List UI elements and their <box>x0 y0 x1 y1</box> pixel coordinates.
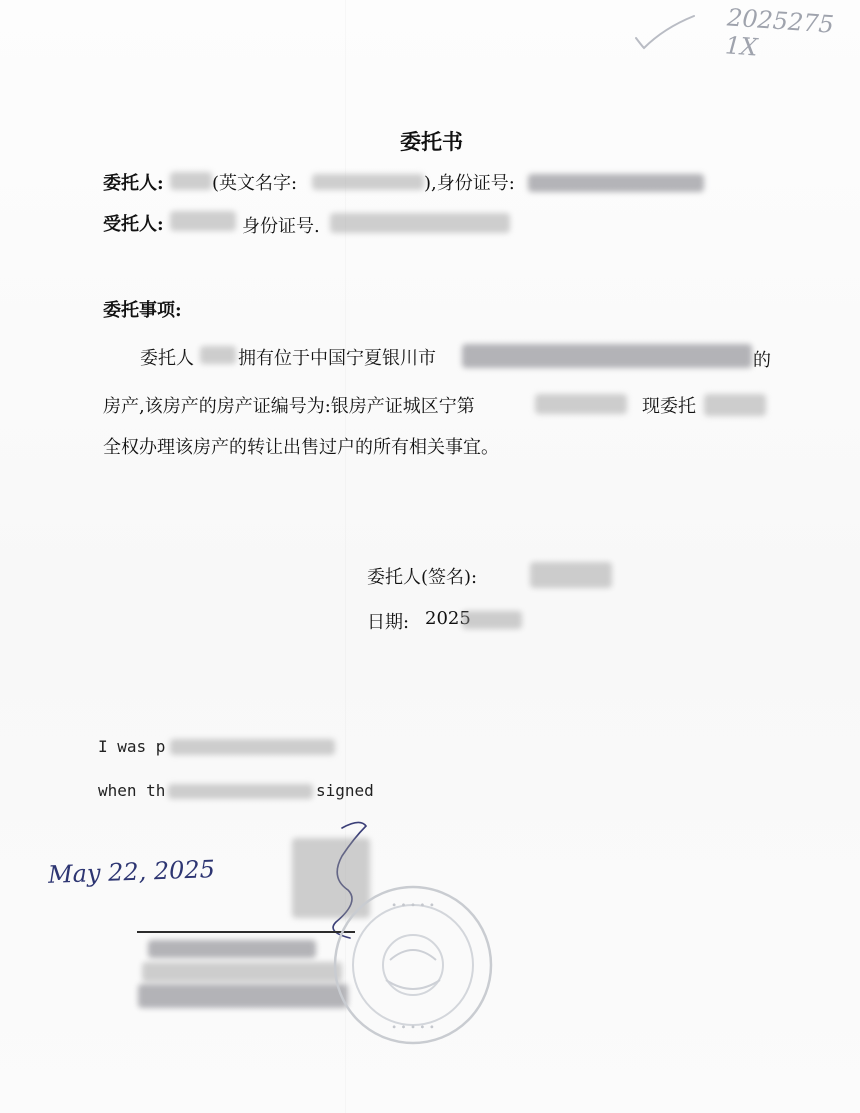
svg-text:∙ ∙ ∙ ∙ ∙: ∙ ∙ ∙ ∙ ∙ <box>390 900 436 911</box>
address-redaction <box>462 344 752 368</box>
document-title: 委托书 <box>400 129 463 154</box>
agent-id-redaction <box>330 213 510 233</box>
signature-label: 委托人(签名): <box>367 567 478 588</box>
principal-label: 委托人: <box>103 173 164 194</box>
notary-seal-icon <box>328 880 498 1050</box>
principal-name-redaction <box>170 172 212 190</box>
notary-name-redaction <box>148 940 316 958</box>
date-value: 2025 <box>425 608 471 629</box>
handwritten-date: May 22, 2025 <box>47 855 216 889</box>
notary-statement-line2-end: signed <box>316 781 374 800</box>
body-line1-start: 委托人 <box>140 348 194 369</box>
notary-text-redaction-2 <box>168 784 313 799</box>
notary-id-redaction <box>142 962 342 982</box>
notary-statement-line1: I was p <box>98 737 166 756</box>
english-name-label: (英文名字: <box>212 173 298 194</box>
english-name-redaction <box>312 174 424 190</box>
matters-heading: 委托事项: <box>103 300 182 321</box>
notary-commission-redaction <box>138 984 348 1008</box>
principal-name-redaction-2 <box>200 346 236 364</box>
date-label: 日期: <box>367 612 410 633</box>
body-line2-entrust: 现委托 <box>642 396 696 417</box>
handwritten-reference: 2025275 1X <box>724 3 835 62</box>
date-redaction <box>462 611 522 629</box>
agent-name-redaction <box>170 211 236 231</box>
body-line1-end: 的 <box>753 350 771 371</box>
notary-text-redaction-1 <box>170 739 335 755</box>
agent-label: 受托人: <box>103 214 164 235</box>
certificate-number-redaction <box>535 394 627 414</box>
principal-id-redaction <box>528 174 704 192</box>
principal-id-label: ),身份证号: <box>424 173 515 194</box>
checkmark-icon <box>630 12 700 57</box>
agent-name-redaction-2 <box>704 394 766 416</box>
body-line2-certificate: 房产,该房产的房产证编号为:银房产证城区宁第 <box>103 396 475 417</box>
body-line1-address: 拥有位于中国宁夏银川市 <box>238 348 436 369</box>
notary-signature-line <box>137 931 355 933</box>
agent-id-label: 身份证号. <box>242 216 320 237</box>
signature-redaction <box>530 562 612 588</box>
body-line3: 全权办理该房产的转让出售过户的所有相关事宜。 <box>103 437 499 458</box>
notary-statement-line2-start: when th <box>98 781 166 800</box>
svg-text:∙ ∙ ∙ ∙ ∙: ∙ ∙ ∙ ∙ ∙ <box>390 1022 436 1033</box>
